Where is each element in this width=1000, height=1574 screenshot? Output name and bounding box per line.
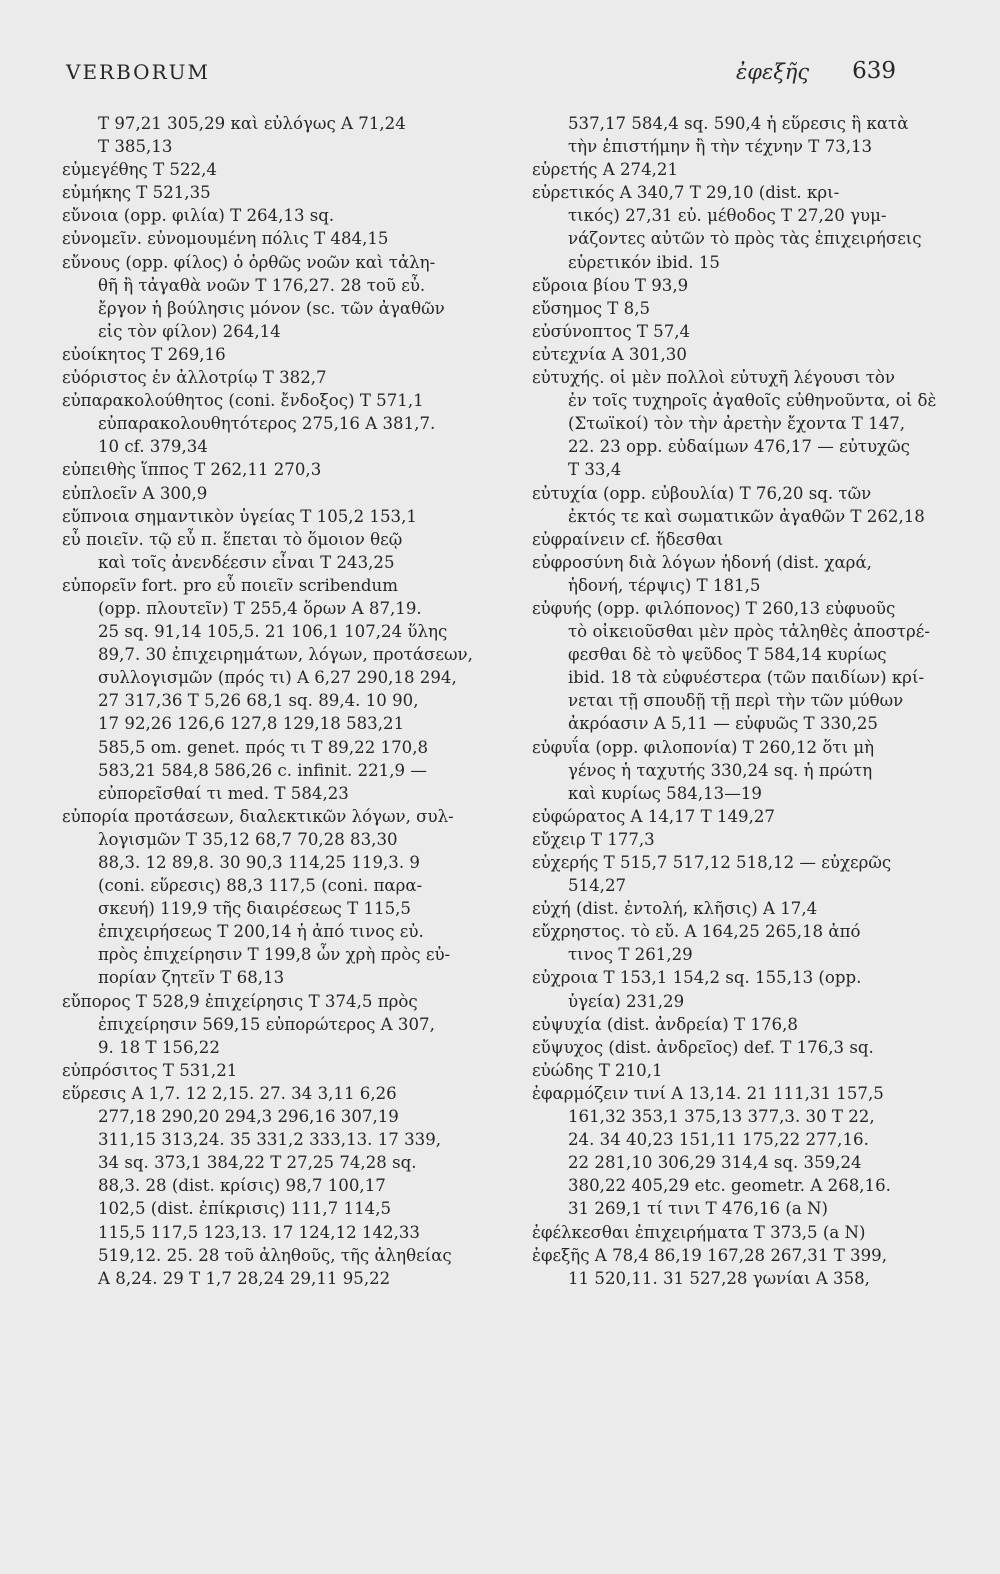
entry-continuation-line: 537,17 584,4 sq. 590,4 ἡ εὕρεσις ἢ κατὰ <box>568 114 909 133</box>
entry-continuation-line: πρὸς ἐπιχείρησιν T 199,8 ὧν χρὴ πρὸς εὐ- <box>98 945 451 965</box>
entry-continuation-line: 380,22 405,29 etc. geometr. A 268,16. <box>568 1176 891 1196</box>
entry-headword-line: εὐπορεῖν fort. pro εὖ ποιεῖν scribendum <box>62 575 398 595</box>
entry-continuation-line: νεται τῇ σπουδῇ τῇ περὶ τὴν τῶν μύθων <box>568 691 904 711</box>
entry-continuation-line: 10 cf. 379,34 <box>98 437 208 457</box>
entry-continuation-line: ibid. 18 τὰ εὐφυέστερα (τῶν παιδίων) κρί- <box>568 668 925 688</box>
entry-headword-line: ἐφαρμόζειν τινί A 13,14. 21 111,31 157,5 <box>532 1083 884 1103</box>
entry-continuation-line: φεσθαι δὲ τὸ ψεῦδος T 584,14 κυρίως <box>568 645 887 665</box>
entry-continuation-line: 88,3. 28 (dist. κρίσις) 98,7 100,17 <box>98 1176 386 1196</box>
entry-headword-line: εὐπορία προτάσεων, διαλεκτικῶν λόγων, συλ- <box>62 806 454 826</box>
entry-continuation-line: 583,21 584,8 586,26 c. infinit. 221,9 — <box>98 760 427 780</box>
entry-headword-line: εὐψυχία (dist. ἀνδρεία) T 176,8 <box>532 1014 798 1034</box>
entry-continuation-line: εἰς τὸν φίλον) 264,14 <box>98 321 281 341</box>
entry-continuation-line: ἔργον ἡ βούλησις μόνον (sc. τῶν ἀγαθῶν <box>98 298 445 318</box>
entry-continuation-line: 519,12. 25. 28 τοῦ ἀληθοῦς, τῆς ἀληθείας <box>98 1245 452 1265</box>
entry-headword-line: εὐνομεῖν. εὐνομουμένη πόλις T 484,15 <box>62 229 389 249</box>
entry-continuation-line: ἡδονή, τέρψις) T 181,5 <box>568 575 761 595</box>
entry-continuation-line: θῆ ἢ τἀγαθὰ νοῶν T 176,27. 28 τοῦ εὖ. <box>98 275 426 295</box>
entry-continuation-line: 24. 34 40,23 151,11 175,22 277,16. <box>568 1130 869 1150</box>
entry-headword-line: εὐτεχνία A 301,30 <box>532 344 687 364</box>
page-number: 639 <box>852 58 896 84</box>
entry-continuation-line: πορίαν ζητεῖν T 68,13 <box>98 968 285 988</box>
entry-headword-line: εὐτυχής. οἱ μὲν πολλοὶ εὐτυχῆ λέγουσι τὸν <box>532 368 896 388</box>
entry-continuation-line: (Στωϊκοί) τὸν τὴν ἀρετὴν ἔχοντα T 147, <box>568 414 906 434</box>
entry-headword-line: εὐπρόσιτος T 531,21 <box>62 1060 238 1080</box>
entry-continuation-line: 31 269,1 τί τινι T 476,16 (a N) <box>568 1199 828 1219</box>
entry-headword-line: εὔπνοια σημαντικὸν ὑγείας T 105,2 153,1 <box>62 506 417 526</box>
entry-continuation-line: ἐπιχείρησιν 569,15 εὐπορώτερος A 307, <box>98 1014 435 1034</box>
entry-continuation-line: (coni. εὕρεσις) 88,3 117,5 (coni. παρα- <box>98 876 423 896</box>
page-header <box>66 60 896 90</box>
entry-continuation-line: 9. 18 T 156,22 <box>98 1037 220 1057</box>
entry-continuation-line: 22. 23 opp. εὐδαίμων 476,17 — εὐτυχῶς <box>568 437 910 457</box>
entry-continuation-line: εὐπορεῖσθαί τι med. T 584,23 <box>98 783 349 803</box>
entry-continuation-line: 115,5 117,5 123,13. 17 124,12 142,33 <box>98 1222 420 1242</box>
entry-headword-line: εὐτυχία (opp. εὐβουλία) T 76,20 sq. τῶν <box>532 483 872 503</box>
entry-headword-line: εὐφυΐα (opp. φιλοπονία) T 260,12 ὅτι μὴ <box>532 737 875 757</box>
entry-headword-line: εὔροια βίου T 93,9 <box>532 275 689 295</box>
right-column <box>532 112 952 1290</box>
entry-headword-line: ἐφέλκεσθαι ἐπιχειρήματα T 373,5 (a N) <box>532 1222 866 1242</box>
entry-continuation-line: ἐπιχειρήσεως T 200,14 ἡ ἀπό τινος εὐ. <box>98 922 424 942</box>
entry-headword-line: εὐοίκητος T 269,16 <box>62 344 226 364</box>
entry-continuation-line: τὸ οἰκειοῦσθαι μὲν πρὸς τἀληθὲς ἀποστρέ- <box>568 622 930 642</box>
entry-headword-line: εὐφυής (opp. φιλόπονος) T 260,13 εὐφυοῦς <box>532 598 896 618</box>
entry-continuation-line: νάζοντες αὐτῶν τὸ πρὸς τὰς ἐπιχειρήσεις <box>568 229 922 249</box>
entry-headword-line: εὐπαρακολούθητος (coni. ἔνδοξος) T 571,1 <box>62 391 424 411</box>
entry-headword-line: εὔχρηστος. τὸ εὔ. A 164,25 265,18 ἀπό <box>532 922 861 942</box>
entry-continuation-line: (opp. πλουτεῖν) T 255,4 ὅρων A 87,19. <box>98 598 422 618</box>
entry-continuation-line: 88,3. 12 89,8. 30 90,3 114,25 119,3. 9 <box>98 853 420 872</box>
entry-continuation-line: 277,18 290,20 294,3 296,16 307,19 <box>98 1107 399 1127</box>
entry-continuation-line: τὴν ἐπιστήμην ἢ τὴν τέχνην T 73,13 <box>568 137 873 157</box>
entry-headword-line: εὐώδης T 210,1 <box>532 1060 663 1080</box>
entry-headword-line: εὑρετής A 274,21 <box>532 160 679 180</box>
entry-continuation-line: ὑγεία) 231,29 <box>568 991 685 1011</box>
entry-continuation-line: εὐπαρακολουθητότερος 275,16 A 381,7. <box>98 414 436 434</box>
entry-continuation-line: 17 92,26 126,6 127,8 129,18 583,21 <box>98 714 405 734</box>
entry-continuation-line: 25 sq. 91,14 105,5. 21 106,1 107,24 ὕλης <box>98 622 448 642</box>
entry-headword-line: εὐφροσύνη διὰ λόγων ἡδονή (dist. χαρά, <box>532 552 872 572</box>
entry-headword-line: εὐμεγέθης T 522,4 <box>62 160 217 180</box>
running-head: VERBORUM <box>66 60 210 84</box>
entry-continuation-line: 311,15 313,24. 35 331,2 333,13. 17 339, <box>98 1130 442 1150</box>
entry-continuation-line: 27 317,36 T 5,26 68,1 sq. 89,4. 10 90, <box>98 691 419 711</box>
entry-continuation-line: 102,5 (dist. ἐπίκρισις) 111,7 114,5 <box>98 1199 392 1219</box>
entry-continuation-line: A 8,24. 29 T 1,7 28,24 29,11 95,22 <box>98 1268 391 1288</box>
entry-headword-line: εὐπλοεῖν A 300,9 <box>62 483 208 503</box>
left-column <box>62 112 482 1290</box>
entry-headword-line: εὐχροια T 153,1 154,2 sq. 155,13 (opp. <box>532 968 862 988</box>
entry-continuation-line: T 33,4 <box>568 460 622 480</box>
entry-continuation-line: T 385,13 <box>98 137 173 157</box>
entry-continuation-line: 585,5 om. genet. πρός τι T 89,22 170,8 <box>98 737 429 757</box>
entry-headword-line: εὐχή (dist. ἐντολή, κλῆσις) A 17,4 <box>532 899 818 919</box>
entry-headword-line: εὔνους (opp. φίλος) ὁ ὀρθῶς νοῶν καὶ τἀλη- <box>62 252 436 272</box>
entry-continuation-line: ἐκτός τε καὶ σωματικῶν ἀγαθῶν T 262,18 <box>568 506 925 526</box>
entry-headword-line: εὐπειθὴς ἵππος T 262,11 270,3 <box>62 460 322 480</box>
entry-continuation-line: λογισμῶν T 35,12 68,7 70,28 83,30 <box>98 829 398 849</box>
entry-continuation-line: καὶ κυρίως 584,13—19 <box>568 783 762 803</box>
entry-continuation-line: γένος ἡ ταχυτής 330,24 sq. ἡ πρώτη <box>568 760 873 780</box>
entry-headword-line: εὐσύνοπτος T 57,4 <box>532 321 691 341</box>
entry-continuation-line: 514,27 <box>568 876 627 896</box>
entry-headword-line: εὔσημος T 8,5 <box>532 298 651 318</box>
entry-continuation-line: ἐν τοῖς τυχηροῖς ἀγαθοῖς εὐθηνοῦντα, οἱ δὲ <box>568 391 937 411</box>
entry-headword-line: εὕρεσις A 1,7. 12 2,15. 27. 34 3,11 6,26 <box>62 1083 397 1103</box>
entry-headword-line: εὔπορος T 528,9 ἐπιχείρησις T 374,5 πρὸς <box>62 991 418 1011</box>
entry-headword-line: εὔχειρ T 177,3 <box>532 829 655 849</box>
entry-headword-line: εὐφραίνειν cf. ἥδεσθαι <box>532 529 724 549</box>
entry-headword-line: εὐφώρατος A 14,17 T 149,27 <box>532 806 775 826</box>
entry-continuation-line: τικός) 27,31 εὐ. μέθοδος T 27,20 γυμ- <box>568 206 887 226</box>
entry-continuation-line: τινος T 261,29 <box>568 945 693 965</box>
entry-continuation-line: 161,32 353,1 375,13 377,3. 30 T 22, <box>568 1107 875 1127</box>
entry-continuation-line: ἀκρόασιν A 5,11 — εὐφυῶς T 330,25 <box>568 714 878 734</box>
entry-continuation-line: 11 520,11. 31 527,28 γωνίαι A 358, <box>568 1268 870 1288</box>
entry-headword-line: εὔνοια (opp. φιλία) T 264,13 sq. <box>62 206 335 226</box>
entry-continuation-line: καὶ τοῖς ἀνενδέεσιν εἶναι T 243,25 <box>98 552 395 572</box>
entry-continuation-line: 22 281,10 306,29 314,4 sq. 359,24 <box>568 1153 862 1173</box>
entry-headword-line: εὔψυχος (dist. ἀνδρεῖος) def. T 176,3 sq. <box>532 1037 874 1057</box>
entry-continuation-line: σκευή) 119,9 τῆς διαιρέσεως T 115,5 <box>98 899 411 919</box>
entry-headword-line: εὑρετικός A 340,7 T 29,10 (dist. κρι- <box>532 183 840 203</box>
entry-continuation-line: 34 sq. 373,1 384,22 T 27,25 74,28 sq. <box>98 1153 417 1173</box>
entry-headword-line: εὖ ποιεῖν. τῷ εὖ π. ἕπεται τὸ ὅμοιον θεῷ <box>62 529 403 549</box>
entry-continuation-line: εὑρετικόν ibid. 15 <box>568 252 720 272</box>
entry-continuation-line: 89,7. 30 ἐπιχειρημάτων, λόγων, προτάσεων, <box>98 645 473 665</box>
entry-headword-line: εὐχερής T 515,7 517,12 518,12 — εὐχερῶς <box>532 853 892 872</box>
entry-continuation-line: T 97,21 305,29 καὶ εὐλόγως A 71,24 <box>98 114 406 133</box>
entry-headword-line: εὐμήκης T 521,35 <box>62 183 211 203</box>
entry-continuation-line: συλλογισμῶν (πρός τι) A 6,27 290,18 294, <box>98 668 457 688</box>
entry-headword-line: εὐόριστος ἐν ἀλλοτρίῳ T 382,7 <box>62 368 327 388</box>
entry-headword-line: ἐφεξῆς A 78,4 86,19 167,28 267,31 T 399, <box>532 1245 887 1265</box>
catchword: ἐφεξῆς <box>736 60 810 84</box>
